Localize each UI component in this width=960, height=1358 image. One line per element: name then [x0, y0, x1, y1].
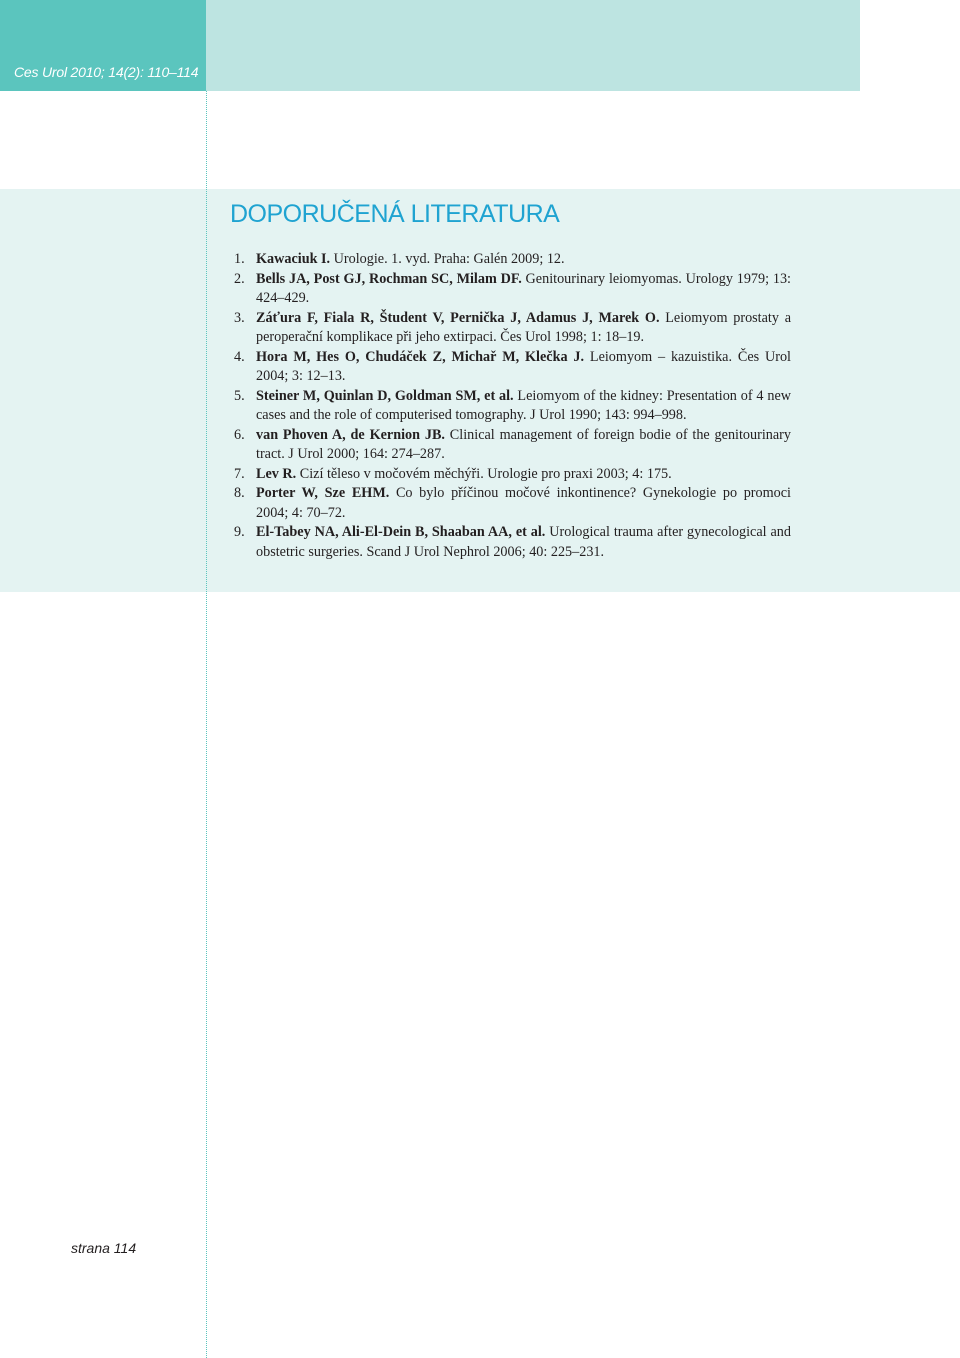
reference-authors: Porter W, Sze EHM.: [256, 485, 390, 501]
reference-number: 3.: [234, 309, 245, 326]
reference-citation: Leiomyom prostaty a peroperační komplikace při jeho extirpaci. Čes Urol 1998; 1: 18–19.: [256, 309, 791, 345]
header-bar-right: [206, 0, 860, 91]
page-number: strana 114: [71, 1240, 137, 1256]
reference-number: 6.: [234, 426, 245, 443]
reference-number: 7.: [234, 465, 245, 482]
reference-number: 2.: [234, 270, 245, 287]
reference-authors: El-Tabey NA, Ali-El-Dein B, Shaaban AA, et al.: [256, 524, 546, 540]
reference-authors: van Phoven A, de Kernion JB.: [256, 426, 445, 443]
reference-item: [234, 465, 791, 485]
reference-item: [234, 426, 791, 465]
reference-item: [234, 270, 791, 309]
reference-number: 5.: [234, 387, 245, 404]
reference-citation: Genitourinary leiomyomas. Urology 1979; 13: 424–429.: [256, 270, 792, 306]
reference-item: [234, 387, 791, 426]
reference-item: [234, 523, 791, 562]
reference-authors: Kawaciuk I.: [256, 251, 331, 267]
reference-number: 1.: [234, 251, 245, 267]
reference-authors: Hora M, Hes O, Chudáček Z, Michař M, Klečka J.: [256, 348, 585, 365]
reference-authors: Lev R.: [256, 465, 297, 482]
reference-citation: Urological trauma after gynecological and obstetric surgeries. Scand J Urol Nephrol 2006; 40: 225–231.: [256, 524, 791, 560]
reference-citation: Cizí těleso v močovém měchýři. Urologie pro praxi 2003; 4: 175.: [296, 465, 672, 482]
reference-citation: Co bylo příčinou močové inkontinence? Gynekologie po promoci 2004; 4: 70–72.: [256, 485, 791, 521]
reference-text: [256, 309, 791, 348]
reference-authors: Záťura F, Fiala R, Študent V, Pernička J, Adamus J, Marek O.: [256, 309, 660, 326]
reference-citation: Clinical management of foreign bodie of the genitourinary tract. J Urol 2000; 164: 274–287.: [256, 426, 791, 462]
reference-number: 9.: [234, 524, 245, 540]
reference-item: [234, 309, 791, 348]
reference-item: [234, 348, 791, 387]
reference-text: [256, 426, 791, 465]
reference-number: 4.: [234, 348, 245, 365]
reference-text: [256, 250, 791, 270]
journal-reference: Ces Urol 2010; 14(2): 110–114: [14, 64, 199, 80]
reference-citation: Leiomyom of the kidney: Presentation of 4 new cases and the role of computerised tomography. J Urol 1990; 143: 994–998.: [256, 387, 791, 423]
reference-text: [256, 484, 791, 523]
reference-text: [256, 270, 791, 309]
reference-authors: Steiner M, Quinlan D, Goldman SM, et al.: [256, 387, 514, 404]
reference-text: [256, 387, 791, 426]
header-bar-left: [0, 0, 206, 91]
reference-citation: Urologie. 1. vyd. Praha: Galén 2009; 12.: [330, 251, 565, 267]
reference-item: [234, 250, 791, 270]
reference-text: [256, 523, 791, 562]
reference-citation: Leiomyom – kazuistika. Čes Urol 2004; 3: 12–13.: [256, 348, 791, 384]
section-title: DOPORUČENÁ LITERATURA: [230, 200, 560, 228]
reference-item: [234, 484, 791, 523]
reference-authors: Bells JA, Post GJ, Rochman SC, Milam DF.: [256, 270, 522, 287]
reference-text: [256, 465, 791, 485]
reference-list: [234, 250, 791, 562]
reference-text: [256, 348, 791, 387]
reference-number: 8.: [234, 485, 245, 501]
margin-divider: [206, 91, 207, 1358]
